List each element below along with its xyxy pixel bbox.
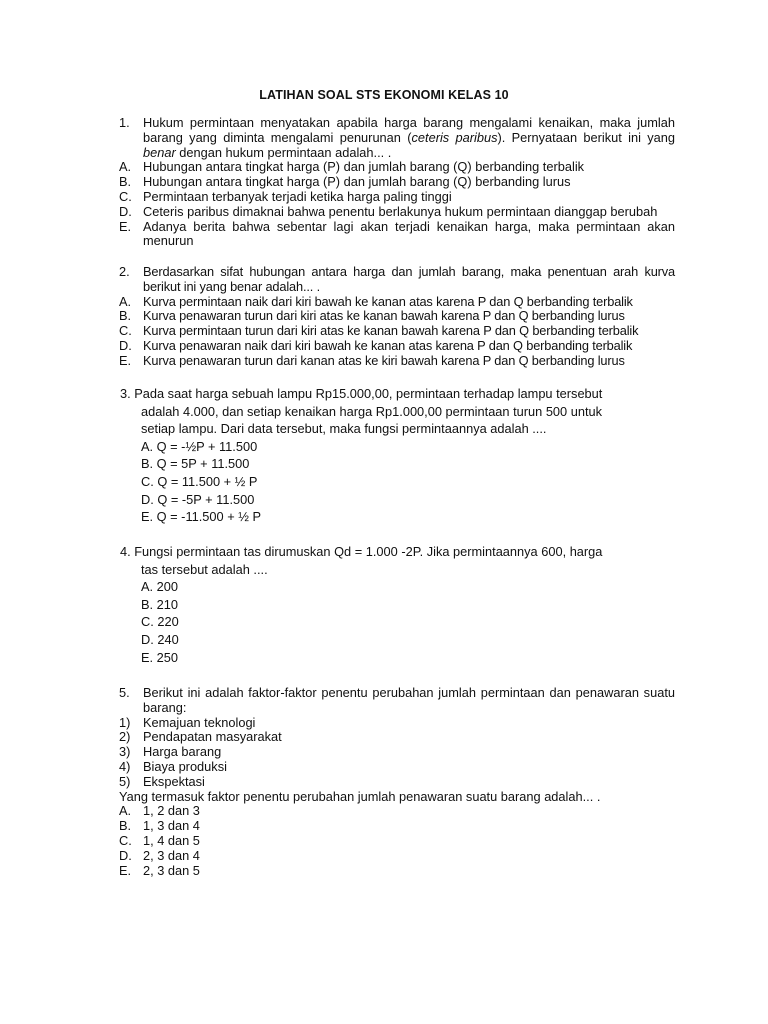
option-e: [119, 220, 675, 250]
factor-item: [119, 775, 675, 790]
question-2: [119, 265, 675, 369]
option-text: Permintaan terbanyak terjadi ketika harga paling tinggi: [143, 188, 452, 204]
option-a: [119, 160, 675, 175]
option-letter: A.: [119, 159, 132, 175]
option-b: [119, 309, 675, 324]
question-5: [119, 686, 675, 878]
option-c: C. Q = 11.500 + ½ P: [141, 473, 258, 489]
option-c: [119, 324, 675, 339]
page-title: LATIHAN SOAL STS EKONOMI KELAS 10: [259, 88, 509, 102]
question-stem: Berdasarkan sifat hubungan antara harga dan jumlah barang, maka penentuan arah kurva berikut ini yang benar adalah... .: [143, 264, 675, 294]
option-text: Hubungan antara tingkat harga (P) dan jumlah barang (Q) berbanding lurus: [143, 174, 571, 190]
question-prompt: Yang termasuk faktor penentu perubahan jumlah penawaran suatu barang adalah... .: [119, 788, 601, 804]
option-text: Kurva permintaan naik dari kiri bawah ke kanan atas karena P dan Q berbanding terbalik: [143, 293, 633, 309]
factor-number: 3): [119, 744, 131, 760]
option-e: [119, 354, 675, 369]
stem-text: Hukum permintaan menyatakan apabila harga barang mengalami kenaikan, maka jumlah barang yang diminta mengalami penurunan (: [143, 115, 675, 145]
option-a: A. Q = -½P + 11.500: [141, 438, 258, 454]
option-text: Kurva penawaran turun dari kanan atas ke kiri bawah karena P dan Q berbanding lurus: [143, 352, 625, 368]
option-d: [119, 339, 675, 354]
option-text: Adanya berita bahwa sebentar lagi akan terjadi kenaikan harga, maka permintaan akan menurun: [143, 218, 675, 249]
question-stem-line: adalah 4.000, dan setiap kenaikan harga Rp1.000,00 permintaan turun 500 untuk: [141, 403, 603, 419]
option-text: 1, 4 dan 5: [143, 832, 200, 848]
option-d: [119, 849, 675, 864]
factor-item: [119, 716, 675, 731]
option-e: [119, 864, 675, 879]
option-text: Kurva permintaan turun dari kiri atas ke kanan bawah karena P dan Q berbanding terbalik: [143, 323, 639, 339]
option-b: [119, 819, 675, 834]
option-letter: D.: [119, 847, 132, 863]
option-a: [119, 295, 675, 310]
question-stem-line: 4. Fungsi permintaan tas dirumuskan Qd = 1.000 -2P. Jika permintaannya 600, harga: [120, 544, 603, 559]
question-stem-line: 3. Pada saat harga sebuah lampu Rp15.000,00, permintaan terhadap lampu tersebut: [120, 386, 603, 401]
option-letter: D.: [119, 203, 132, 219]
factor-text: Pendapatan masyarakat: [143, 729, 282, 745]
option-c: [119, 834, 675, 849]
factor-item: [119, 730, 675, 745]
option-letter: C.: [119, 323, 132, 339]
stem-italic: benar: [143, 144, 176, 160]
option-letter: A.: [119, 803, 132, 819]
question-number: 2.: [119, 264, 130, 279]
factor-number: 5): [119, 773, 131, 789]
option-letter: B.: [119, 818, 132, 834]
factor-text: Harga barang: [143, 744, 222, 760]
option-letter: E.: [119, 862, 132, 878]
stem-text: dengan hukum permintaan adalah... .: [175, 144, 392, 160]
option-text: Hubungan antara tingkat harga (P) dan jumlah barang (Q) berbanding terbalik: [143, 159, 585, 175]
option-d: D. Q = -5P + 11.500: [141, 491, 255, 507]
factor-text: Biaya produksi: [143, 758, 227, 774]
option-a: [119, 804, 675, 819]
factor-number: 2): [119, 729, 131, 745]
factor-item: [119, 745, 675, 760]
question-stem: [143, 116, 675, 160]
option-c: C. 220: [141, 614, 179, 630]
option-a: A. 200: [141, 579, 178, 595]
option-text: Kurva penawaran naik dari kiri bawah ke kanan atas karena P dan Q berbanding terbalik: [143, 337, 633, 353]
option-letter: C.: [119, 188, 132, 204]
option-d: [119, 205, 675, 220]
question-3: [120, 385, 602, 526]
option-letter: E.: [119, 352, 132, 368]
stem-text: ). Pernyataan berikut ini yang: [497, 129, 675, 145]
option-text: 1, 2 dan 3: [143, 803, 200, 819]
factor-number: 1): [119, 714, 131, 730]
option-text: Ceteris paribus dimaknai bahwa penentu berlakunya hukum permintaan dianggap berubah: [143, 203, 658, 219]
option-text: 2, 3 dan 4: [143, 847, 200, 863]
question-stem: Berikut ini adalah faktor-faktor penentu perubahan jumlah permintaan dan penawaran suatu barang:: [143, 685, 675, 715]
option-letter: E.: [119, 218, 132, 234]
question-4: [120, 543, 602, 666]
option-letter: A.: [119, 293, 132, 309]
option-e: E. 250: [141, 649, 178, 665]
question-stem-line: setiap lampu. Dari data tersebut, maka fungsi permintaannya adalah ....: [141, 421, 547, 437]
factor-text: Kemajuan teknologi: [143, 714, 256, 730]
factor-item: [119, 760, 675, 775]
question-1: [119, 116, 675, 249]
question-stem-line: tas tersebut adalah ....: [141, 561, 268, 577]
option-c: [119, 190, 675, 205]
option-letter: B.: [119, 174, 132, 190]
option-e: E. Q = -11.500 + ½ P: [141, 509, 261, 525]
factor-text: Ekspektasi: [143, 773, 205, 789]
option-b: B. Q = 5P + 11.500: [141, 456, 250, 472]
factor-number: 4): [119, 758, 131, 774]
option-letter: B.: [119, 308, 132, 324]
option-letter: D.: [119, 337, 132, 353]
option-text: 2, 3 dan 5: [143, 862, 200, 878]
question-number: 1.: [119, 115, 130, 130]
option-letter: C.: [119, 832, 132, 848]
option-text: 1, 3 dan 4: [143, 818, 200, 834]
option-b: [119, 175, 675, 190]
option-b: B. 210: [141, 596, 178, 612]
option-d: D. 240: [141, 631, 179, 647]
option-text: Kurva penawaran turun dari kiri atas ke kanan bawah karena P dan Q berbanding lurus: [143, 308, 625, 324]
stem-italic: ceteris paribus: [411, 129, 498, 145]
question-number: 5.: [119, 685, 130, 700]
